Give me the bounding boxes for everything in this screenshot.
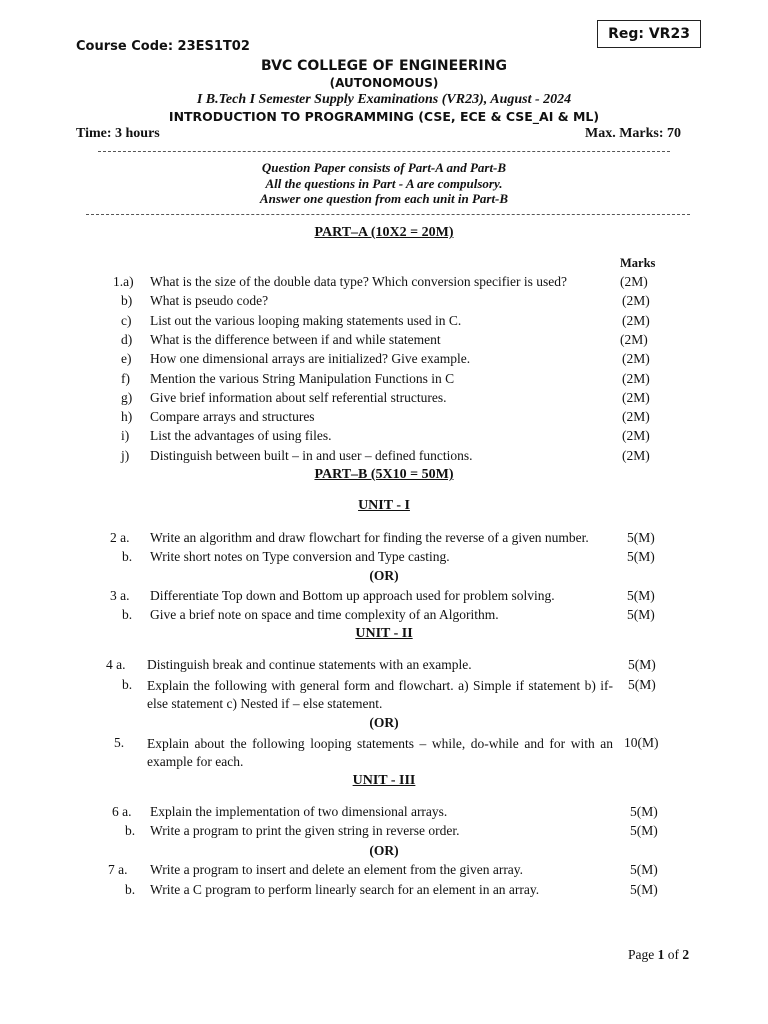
question-marks: (2M) xyxy=(622,428,650,443)
part-b-title: PART–B (5X10 = 50M) xyxy=(314,467,454,482)
page-indicator xyxy=(628,947,689,963)
question-number: 1.a) xyxy=(113,274,134,289)
registration-box: Reg: VR23 xyxy=(597,20,701,48)
question-marks: 5(M) xyxy=(627,607,655,622)
question-marks: 5(M) xyxy=(630,862,658,877)
question-number: b. xyxy=(125,823,136,838)
question-number: 6 a. xyxy=(112,804,132,819)
question-number: 5. xyxy=(114,735,125,750)
question-marks: 5(M) xyxy=(630,882,658,897)
question-number: g) xyxy=(121,390,133,405)
question-text: List out the various looping making statements used in C. xyxy=(150,313,462,328)
question-number: 7 a. xyxy=(108,862,128,877)
question-number: 4 a. xyxy=(106,657,126,672)
question-marks: 5(M) xyxy=(627,549,655,564)
total-pages: 2 xyxy=(682,947,690,962)
question-text: Give brief information about self referential structures. xyxy=(150,390,447,405)
question-text: Write a program to print the given string in reverse order. xyxy=(150,823,460,838)
question-text: Explain the implementation of two dimensional arrays. xyxy=(150,804,448,819)
max-marks: Max. Marks: 70 xyxy=(585,126,682,141)
question-marks: (2M) xyxy=(622,390,650,405)
page-label: Page xyxy=(628,947,655,962)
or-label: (OR) xyxy=(369,715,399,730)
question-marks: 5(M) xyxy=(628,677,656,692)
question-text: How one dimensional arrays are initialized? Give example. xyxy=(150,351,471,366)
divider-instructions xyxy=(86,214,690,215)
question-number: d) xyxy=(121,332,133,347)
question-text: Explain the following with general form and flowchart. a) Simple if statement b) if-else statement c) Nested if – else statement. xyxy=(147,678,613,711)
question-number: f) xyxy=(121,371,130,386)
question-text: Explain about the following looping statements – while, do-while and for with an example for each. xyxy=(147,736,613,769)
subject-title: INTRODUCTION TO PROGRAMMING (CSE, ECE & CSE_AI & ML) xyxy=(168,109,600,124)
instruction-line: Question Paper consists of Part-A and Part-B xyxy=(261,160,507,175)
current-page: 1 xyxy=(657,947,665,962)
instruction-line: Answer one question from each unit in Part-B xyxy=(259,191,509,206)
question-marks: (2M) xyxy=(622,409,650,424)
question-marks: 10(M) xyxy=(624,735,659,750)
question-marks: (2M) xyxy=(622,448,650,463)
question-text: Distinguish break and continue statements with an example. xyxy=(147,657,472,672)
question-marks: (2M) xyxy=(622,313,650,328)
college-name: BVC COLLEGE OF ENGINEERING xyxy=(261,58,507,74)
question-number: b) xyxy=(121,293,133,308)
unit-title: UNIT - II xyxy=(355,626,413,641)
marks-header: Marks xyxy=(620,256,656,270)
question-number: i) xyxy=(121,428,130,443)
question-text: Write a C program to perform linearly search for an element in an array. xyxy=(150,882,540,897)
question-number: 3 a. xyxy=(110,588,130,603)
course-code: Course Code: 23ES1T02 xyxy=(76,39,250,54)
question-number: j) xyxy=(121,448,130,463)
question-text: What is the size of the double data type? Which conversion specifier is used? xyxy=(150,274,567,289)
or-label: (OR) xyxy=(369,843,399,858)
question-text: Write a program to insert and delete an element from the given array. xyxy=(150,862,524,877)
divider-top xyxy=(98,151,670,152)
autonomous-label: (AUTONOMOUS) xyxy=(329,76,439,90)
question-marks: (2M) xyxy=(622,293,650,308)
question-text: Differentiate Top down and Bottom up approach used for problem solving. xyxy=(150,588,555,603)
question-marks: 5(M) xyxy=(627,588,655,603)
exam-time: Time: 3 hours xyxy=(76,126,160,141)
question-text: What is pseudo code? xyxy=(150,293,269,308)
page-of-label: of xyxy=(667,947,679,962)
part-a-title: PART–A (10X2 = 20M) xyxy=(314,225,454,240)
question-text: What is the difference between if and while statement xyxy=(150,332,441,347)
question-text: List the advantages of using files. xyxy=(150,428,332,443)
question-text: Distinguish between built – in and user – defined functions. xyxy=(150,448,473,463)
question-marks: (2M) xyxy=(622,371,650,386)
question-text: Mention the various String Manipulation Functions in C xyxy=(150,371,455,386)
question-number: b. xyxy=(122,549,133,564)
question-text: Write short notes on Type conversion and Type casting. xyxy=(150,549,450,564)
question-marks: (2M) xyxy=(620,274,648,289)
unit-title: UNIT - I xyxy=(358,498,410,513)
question-text: Write an algorithm and draw flowchart for finding the reverse of a given number. xyxy=(150,530,589,545)
instruction-line: All the questions in Part - A are compulsory. xyxy=(265,176,503,191)
question-number: h) xyxy=(121,409,133,424)
or-label: (OR) xyxy=(369,568,399,583)
question-marks: (2M) xyxy=(622,351,650,366)
question-number: b. xyxy=(122,607,133,622)
question-number: b. xyxy=(125,882,136,897)
question-number: b. xyxy=(122,677,133,692)
question-text: Compare arrays and structures xyxy=(150,409,315,424)
exam-title: I B.Tech I Semester Supply Examinations (VR23), August - 2024 xyxy=(196,92,572,107)
question-number: 2 a. xyxy=(110,530,130,545)
question-marks: (2M) xyxy=(620,332,648,347)
question-marks: 5(M) xyxy=(628,657,656,672)
question-text: Give a brief note on space and time complexity of an Algorithm. xyxy=(150,607,499,622)
question-number: c) xyxy=(121,313,132,328)
question-marks: 5(M) xyxy=(630,823,658,838)
question-marks: 5(M) xyxy=(630,804,658,819)
unit-title: UNIT - III xyxy=(352,773,416,788)
question-number: e) xyxy=(121,351,132,366)
question-marks: 5(M) xyxy=(627,530,655,545)
